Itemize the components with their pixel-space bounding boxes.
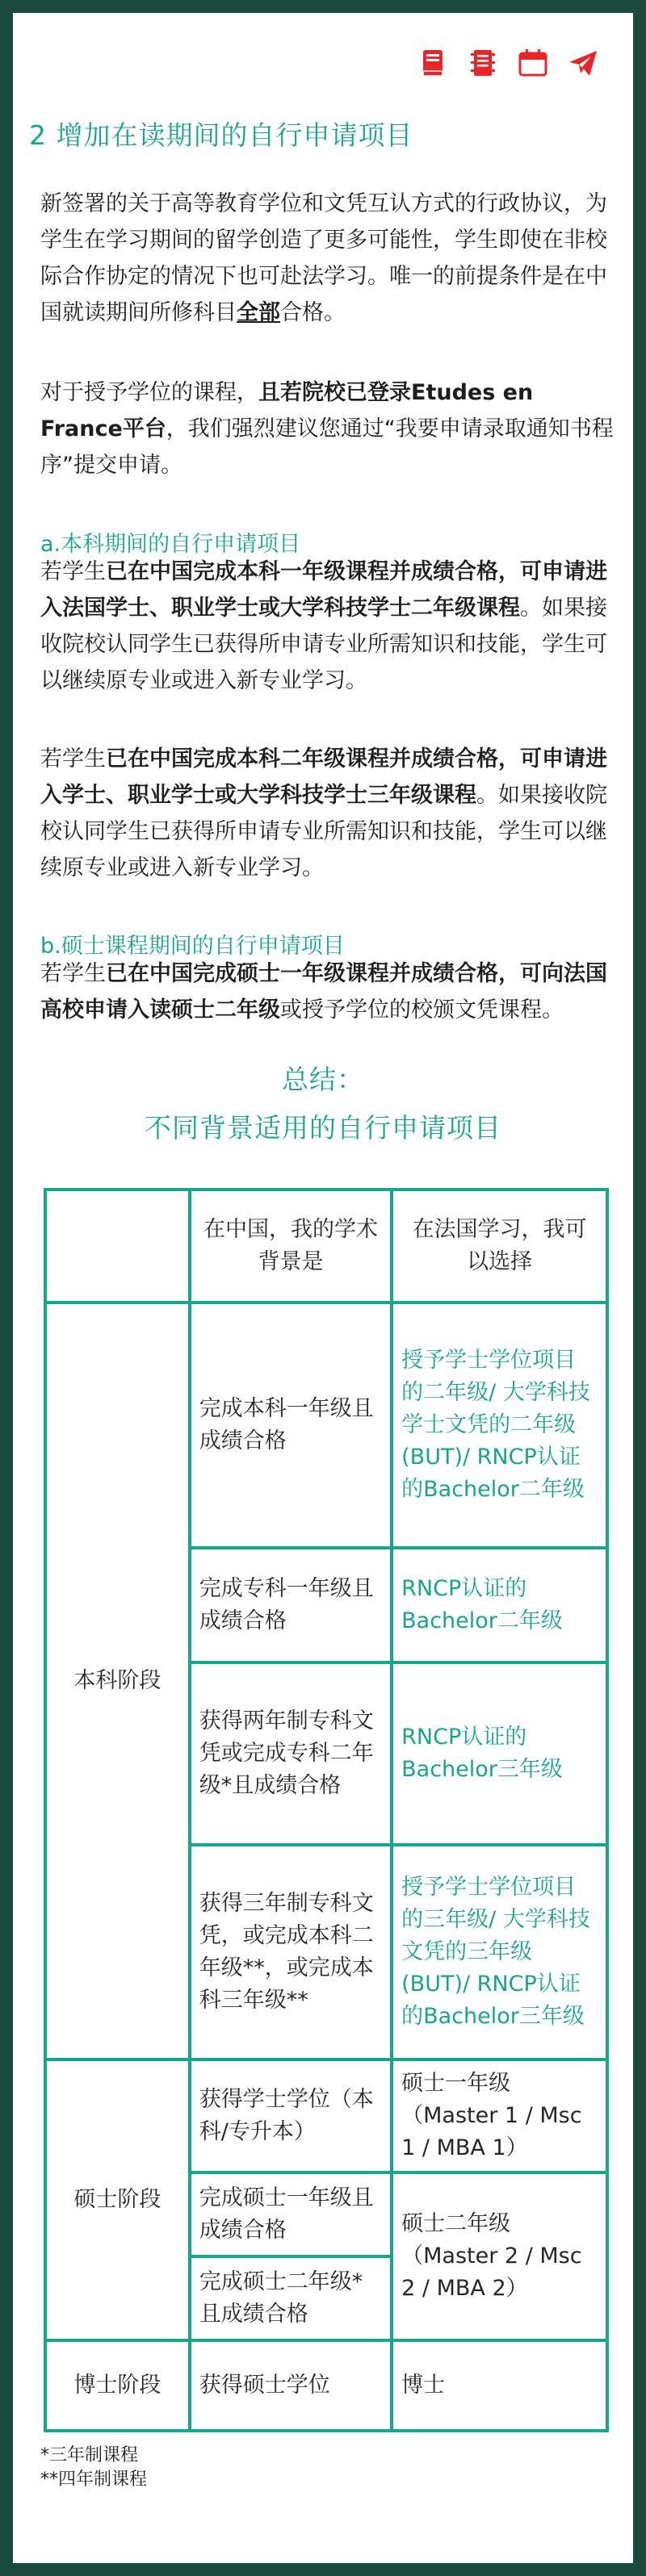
text: 若学生	[40, 961, 106, 986]
option-cell	[392, 1303, 607, 1548]
background-cell: 获得三年制专科文凭，或完成本科二年级**，或完成本科三年级**	[190, 1845, 392, 2060]
background-cell: 获得两年制专科文凭或完成专科二年级*且成绩合格	[190, 1662, 392, 1845]
text: 新签署的关于高等教育学位和文凭互认方式的行政协议，为学生在学习期间的留学创造了更多可能性，学生即使在非校际合作协定的情况下也可赴法学习。唯一的前提条件是在中国就读期间所修科目	[40, 191, 607, 325]
send-icon[interactable]	[567, 47, 599, 79]
background-cell: 完成硕士一年级且成绩合格	[190, 2172, 392, 2256]
emphasis-text: 全部	[237, 300, 280, 325]
master-paragraph	[40, 956, 619, 1028]
option-cell	[392, 1845, 607, 2060]
group-cell-doctor: 博士阶段	[45, 2340, 190, 2431]
option-text: 授予学士学位项目的二年级/ 大学科技学士文凭的二年级(BUT)/ RNCP认证的Bachelor二年级	[401, 1348, 590, 1502]
emphasis-text: 且若院校已登录Etudes en France平台	[40, 380, 534, 441]
emphasis-text: 已在中国完成本科二年级课程并成绩合格，可申请进入学士、职业学士或大学科技学士三年级课程	[40, 746, 607, 808]
recommendation-paragraph	[40, 374, 619, 483]
footnotes	[40, 2444, 147, 2492]
table-row	[45, 2340, 607, 2431]
background-cell: 完成本科一年级且成绩合格	[190, 1303, 392, 1548]
document-icon[interactable]	[467, 47, 499, 79]
emphasis-text: 已在中国完成本科一年级课程并成绩合格，可申请进入法国学士、职业学士或大学科技学士二年级课程	[40, 559, 607, 621]
option-cell	[392, 1662, 607, 1845]
content-card	[13, 13, 633, 2563]
option-cell	[392, 2340, 607, 2431]
background-cell: 完成专科一年级且成绩合格	[190, 1548, 392, 1662]
undergrad-year2-paragraph	[40, 741, 619, 886]
option-cell	[392, 1548, 607, 1662]
option-text: RNCP认证的Bachelor三年级	[401, 1725, 563, 1782]
footnote: **四年制课程	[40, 2469, 148, 2490]
option-text: 硕士二年级 （Master 2 / Msc 2 / MBA 2）	[401, 2211, 582, 2301]
option-cell	[392, 2172, 607, 2340]
summary-subtitle: 不同背景适用的自行申请项目	[145, 1112, 501, 1144]
option-text: 博士	[401, 2373, 446, 2398]
text: 对于授予学位的课程，	[40, 380, 258, 405]
group-cell-undergrad: 本科阶段	[45, 1303, 190, 2060]
group-cell-master: 硕士阶段	[45, 2060, 190, 2340]
text: ，我们强烈建议您通过“我要申请录取通知书程序”提交申请。	[40, 416, 614, 478]
option-text: RNCP认证的Bachelor二年级	[401, 1576, 563, 1633]
footnote: *三年制课程	[40, 2445, 139, 2465]
calendar-icon[interactable]	[517, 47, 549, 79]
book-icon[interactable]	[417, 47, 449, 79]
background-cell: 获得学士学位（本科/专升本）	[190, 2060, 392, 2172]
pathway-table	[44, 1188, 609, 2432]
option-cell	[392, 2060, 607, 2172]
table-header-row	[45, 1190, 607, 1303]
table-header-cell: 在法国学习，我可以选择	[392, 1190, 607, 1303]
table-row	[45, 2060, 607, 2172]
text: 若学生	[40, 559, 106, 584]
background-cell: 获得硕士学位	[190, 2340, 392, 2431]
intro-paragraph	[40, 186, 619, 331]
text: 。如果接收院校认同学生已获得所申请专业所需知识和技能，学生可以继续原专业或进入新专业学习。	[40, 596, 607, 693]
option-text: 硕士一年级 （Master 1 / Msc 1 / MBA 1）	[401, 2071, 582, 2160]
option-text: 授予学士学位项目的三年级/ 大学科技文凭的三年级(BUT)/ RNCP认证的Bachelor三年级	[401, 1875, 590, 2029]
subheading-master: b.硕士课程期间的自行申请项目	[40, 934, 345, 959]
subheading-undergrad: a.本科期间的自行申请项目	[40, 532, 301, 557]
table-header-cell: 在中国，我的学术背景是	[190, 1190, 392, 1303]
text: 。如果接收院校认同学生已获得所申请专业所需知识和技能，学生可以继续原专业或进入新专业学习。	[40, 783, 607, 880]
section-title: 2 增加在读期间的自行申请项目	[29, 119, 413, 151]
emphasis-text: 已在中国完成硕士一年级课程并成绩合格，可向法国高校申请入读硕士二年级	[40, 961, 607, 1022]
undergrad-year1-paragraph	[40, 554, 619, 699]
toolbar-icons	[417, 47, 599, 79]
summary-title: 总结：	[282, 1064, 364, 1095]
text: 或授予学位的校颁文凭课程。	[280, 997, 564, 1022]
table-row	[45, 1303, 607, 1548]
table-header-cell	[45, 1190, 190, 1303]
text: 若学生	[40, 746, 106, 772]
background-cell: 完成硕士二年级*且成绩合格	[190, 2256, 392, 2340]
text: 合格。	[280, 300, 346, 325]
